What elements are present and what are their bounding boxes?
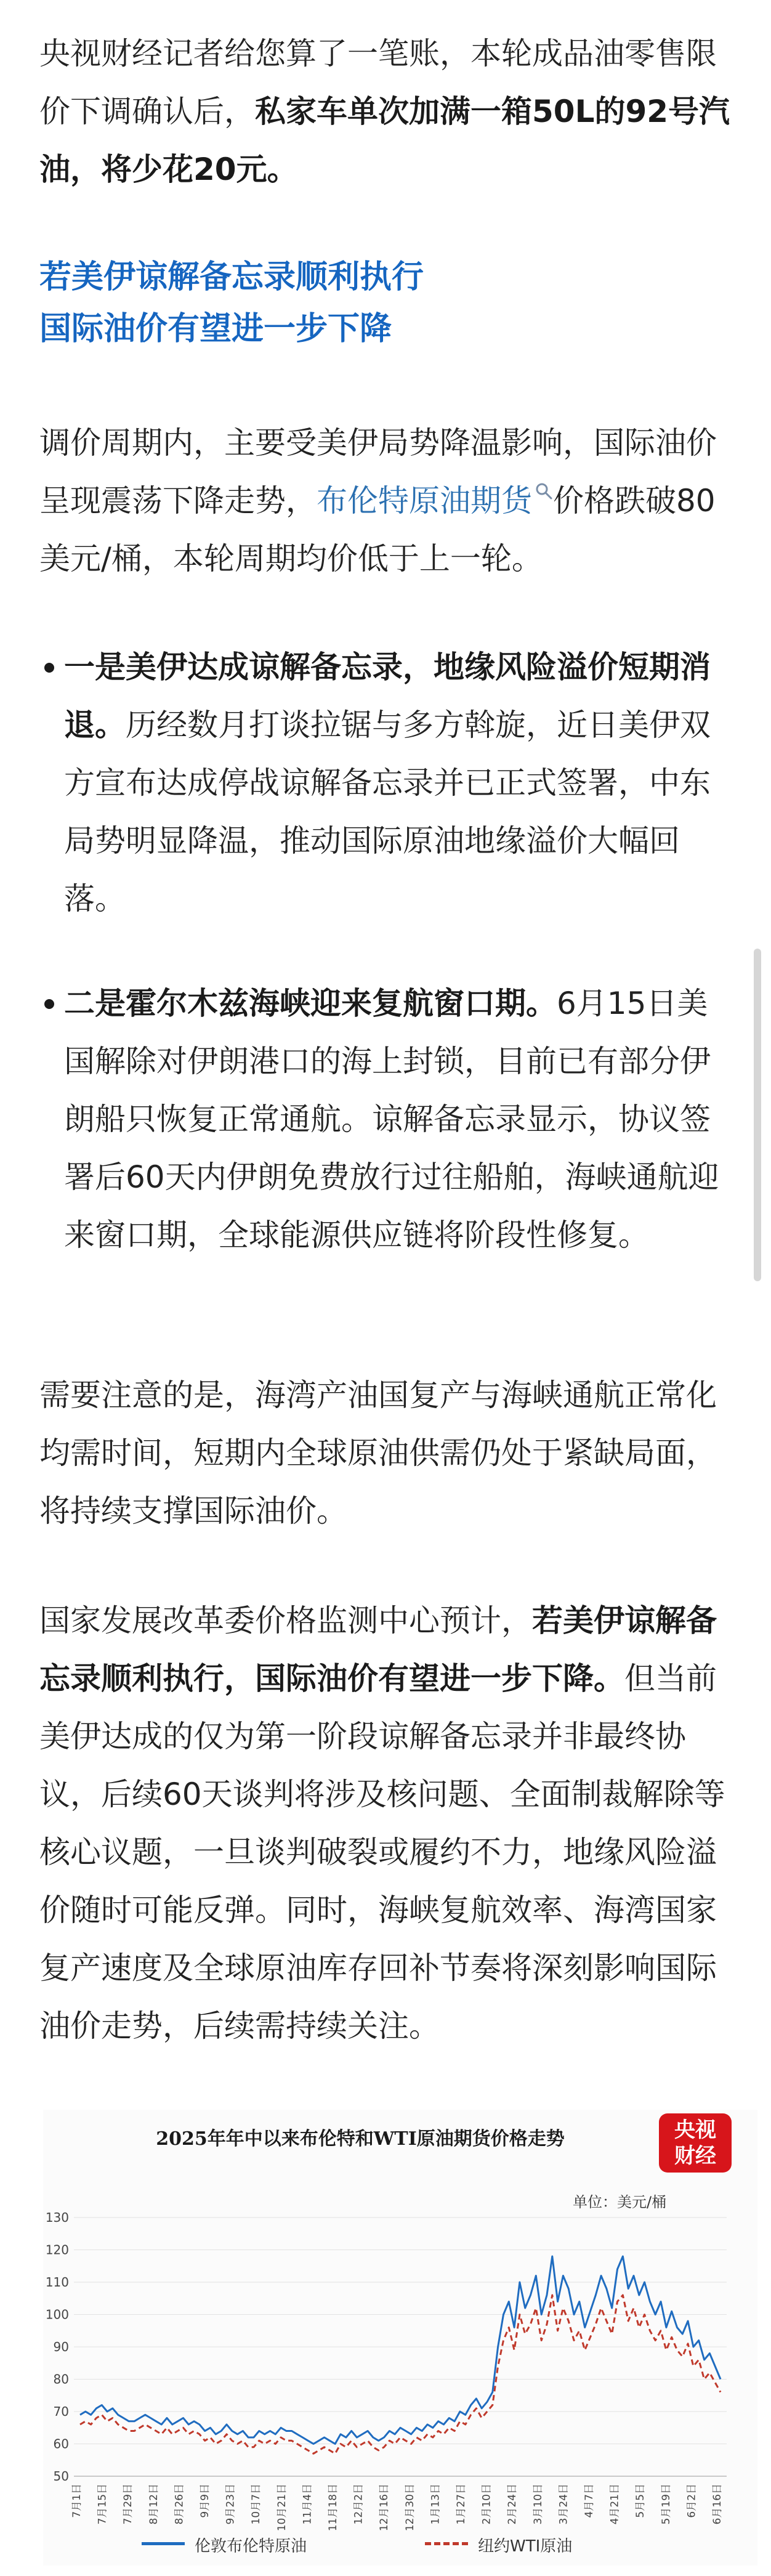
y-tick-label: 120 bbox=[45, 2242, 69, 2258]
supply-text: 需要注意的是，海湾产油国复产与海峡通航正常化均需时间，短期内全球原油供需仍处于紧缺局面，将持续支撑国际油价。 bbox=[39, 1377, 717, 1529]
x-tick-label: 1月27日 bbox=[455, 2484, 467, 2525]
intro-bold-text: 私家车单次加满一箱50L的92号汽油，将少花20元。 bbox=[39, 94, 730, 187]
forecast-text: 国家发展改革委价格监测中心预计， bbox=[39, 1603, 532, 1638]
legend-swatch-wti bbox=[425, 2542, 468, 2545]
intro-text: 央视财经记者给您算了一笔账，本轮成品油零售限价下调确认后， bbox=[39, 36, 717, 129]
y-tick-label: 80 bbox=[53, 2371, 69, 2387]
x-tick-label: 3月24日 bbox=[557, 2484, 570, 2525]
legend-label-wti: 纽约WTI原油 bbox=[478, 2537, 573, 2556]
logo-line1: 央视 bbox=[674, 2118, 716, 2142]
chart-legend bbox=[43, 2533, 757, 2558]
x-tick-label: 5月19日 bbox=[660, 2484, 672, 2525]
series-line-brent bbox=[80, 2256, 721, 2444]
x-tick-label: 7月29日 bbox=[122, 2484, 135, 2525]
price-trend-text: 调价周期内，主要受美伊局势降温影响，国际油价呈现震荡下降走势， bbox=[39, 425, 717, 519]
y-tick-label: 90 bbox=[53, 2339, 69, 2354]
x-tick-label: 9月9日 bbox=[199, 2484, 211, 2518]
x-tick-label: 12月2日 bbox=[352, 2484, 365, 2525]
x-tick-label: 10月7日 bbox=[250, 2484, 263, 2525]
scrollbar-thumb[interactable] bbox=[754, 949, 761, 1281]
bullet-bold-text: 二是霍尔木兹海峡迎来复航窗口期。 bbox=[64, 986, 557, 1021]
y-tick-label: 60 bbox=[53, 2436, 69, 2452]
price-trend-text-end: 价格跌破80美元/桶，本轮周期均价低于上一轮。 bbox=[39, 483, 716, 577]
x-tick-label: 5月5日 bbox=[634, 2484, 647, 2518]
search-icon bbox=[535, 482, 553, 500]
x-tick-label: 3月10日 bbox=[531, 2484, 544, 2525]
bullet-item-hormuz bbox=[64, 974, 733, 1264]
x-tick-label: 4月7日 bbox=[583, 2484, 595, 2518]
supply-paragraph bbox=[39, 1366, 732, 1540]
bullet-item-memorandum bbox=[64, 638, 733, 928]
bullet-text: 历经数月打谈拉锯与多方斡旋，近日美伊双方宣布达成停战谅解备忘录并已正式签署，中东局势明显降温，推动国际原油地缘溢价大幅回落。 bbox=[64, 707, 711, 917]
logo-line2: 财经 bbox=[674, 2144, 716, 2168]
x-tick-label: 7月1日 bbox=[71, 2484, 83, 2518]
x-tick-label: 11月4日 bbox=[301, 2484, 314, 2525]
x-tick-label: 9月23日 bbox=[224, 2484, 237, 2525]
y-tick-label: 110 bbox=[45, 2275, 69, 2290]
y-tick-label: 100 bbox=[45, 2307, 69, 2322]
x-tick-label: 12月30日 bbox=[403, 2484, 416, 2532]
brent-futures-link[interactable] bbox=[317, 483, 553, 519]
x-tick-label: 4月21日 bbox=[608, 2484, 621, 2525]
x-tick-label: 12月16日 bbox=[378, 2484, 391, 2532]
x-tick-label: 1月13日 bbox=[429, 2484, 442, 2525]
series-line-wti bbox=[80, 2295, 721, 2453]
oil-price-chart bbox=[43, 2110, 757, 2566]
x-tick-label: 7月15日 bbox=[96, 2484, 109, 2525]
y-tick-label: 130 bbox=[45, 2210, 69, 2225]
bullet-text: 6月15日美国解除对伊朗港口的海上封锁，目前已有部分伊朗船只恢复正常通航。谅解备忘录显示，协议签署后60天内伊朗免费放行过往船舶，海峡通航迎来窗口期，全球能源供应链将阶段性修复。 bbox=[64, 986, 719, 1253]
chart-title: 2025年年中以来布伦特和WTI原油期货价格走势 bbox=[156, 2128, 565, 2150]
y-tick-label: 50 bbox=[53, 2469, 69, 2484]
x-tick-label: 8月26日 bbox=[173, 2484, 186, 2525]
x-tick-label: 8月12日 bbox=[147, 2484, 160, 2525]
x-tick-label: 11月18日 bbox=[327, 2484, 339, 2532]
x-tick-label: 2月10日 bbox=[480, 2484, 493, 2525]
intro-paragraph bbox=[39, 25, 732, 198]
x-tick-label: 6月2日 bbox=[685, 2484, 698, 2518]
bullet-dot bbox=[44, 999, 54, 1009]
bullet-bold-text: 一是美伊达成谅解备忘录，地缘风险溢价短期消退。 bbox=[64, 649, 711, 743]
price-trend-paragraph bbox=[39, 414, 732, 588]
y-tick-label: 70 bbox=[53, 2404, 69, 2419]
x-tick-label: 6月16日 bbox=[711, 2484, 724, 2525]
x-tick-label: 10月21日 bbox=[275, 2484, 288, 2532]
bullet-dot bbox=[44, 663, 54, 673]
chart-unit-label: 单位：美元/桶 bbox=[573, 2193, 667, 2211]
brent-futures-link-label: 布伦特原油期货 bbox=[317, 483, 532, 519]
section-heading-line1: 若美伊谅解备忘录顺利执行 bbox=[39, 259, 424, 296]
forecast-paragraph bbox=[39, 1592, 732, 2055]
chart-plot bbox=[43, 2110, 757, 2535]
section-heading-line2: 国际油价有望进一步下降 bbox=[39, 310, 392, 347]
legend-label-brent: 伦敦布伦特原油 bbox=[195, 2537, 307, 2556]
forecast-text-end: 但当前美伊达成的仅为第一阶段谅解备忘录并非最终协议，后续60天谈判将涉及核问题、全面制裁解除等核心议题，一旦谈判破裂或履约不力，地缘风险溢价随时可能反弹。同时，海峡复航效率、海湾国家复产速度及全球原油库存回补节奏将深刻影响国际油价走势，后续需持续关注。 bbox=[39, 1661, 725, 2044]
section-heading bbox=[39, 251, 732, 355]
x-tick-label: 2月24日 bbox=[506, 2484, 519, 2525]
legend-swatch-brent bbox=[142, 2542, 185, 2545]
forecast-bold-text: 若美伊谅解备忘录顺利执行，国际油价有望进一步下降。 bbox=[39, 1603, 717, 1696]
